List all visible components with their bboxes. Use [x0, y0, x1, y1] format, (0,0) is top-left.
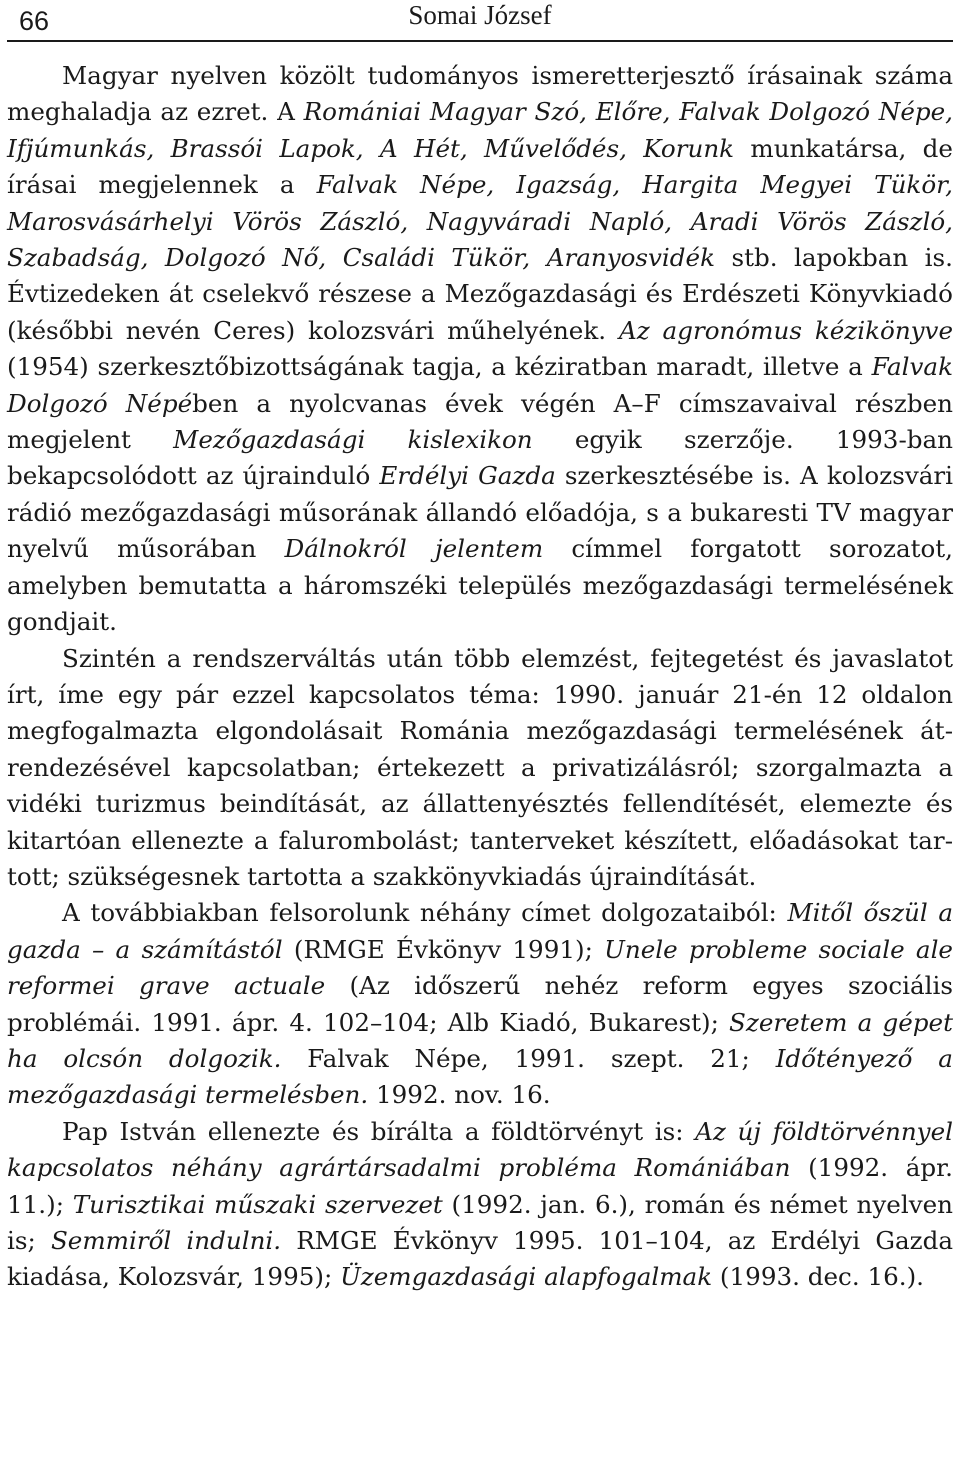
- italic-run: Az új földtörvénnyel kapcsolatos néhány agrártársadalmi probléma Romániában: [7, 1116, 953, 1183]
- italic-run: Üzemgazdasági alapfogalmak: [340, 1262, 713, 1292]
- paragraph: [7, 58, 953, 641]
- paragraph: [7, 1114, 953, 1296]
- text-run: A továbbiakban felsorolunk néhány címet dolgozataiból:: [62, 898, 788, 928]
- italic-run: Az agronómus kézikönyve: [618, 315, 954, 345]
- text-run: stb. lapokban is. Évtizedeken át cselekvő részese a Mezőgazdasági és Erdészeti Könyvkiadó (későbbi nevén Ceres) kolozsvári műhelyének.: [7, 243, 953, 345]
- italic-run: Falvak Dolgozó Népé: [7, 352, 953, 418]
- text-run: Pap István ellenezte és bírálta a földtörvényt is:: [62, 1116, 696, 1146]
- italic-run: Turisztikai műszaki szervezet: [72, 1189, 443, 1219]
- page-number: 66: [19, 6, 50, 36]
- text-run: (1992. jan. 6.), román és német nyelven is;: [7, 1189, 953, 1255]
- running-head: Somai József: [408, 0, 552, 30]
- paragraph: [7, 895, 953, 1113]
- italic-run: Dálnokról jelentem: [284, 534, 544, 564]
- italic-run: Szeretem a gépet ha olcsón dolgozik.: [7, 1007, 953, 1073]
- text-run: szerkesztésébe is. A kolozsvári rádió mezőgazdasági műsorának állandó előadója, s a bukaresti TV magyar nyelvű műsorában: [7, 461, 953, 564]
- text-run: RMGE Évkönyv 1995. 101–104, az Erdélyi Gazda kiadása, Kolozsvár, 1995);: [7, 1226, 953, 1292]
- italic-run: Mezőgazdasági kislexikon: [173, 425, 533, 455]
- text-run: Magyar nyelven közölt tudományos ismeretterjesztő írásainak száma meghaladja az ezret. A: [7, 61, 953, 127]
- text-run: ben a nyolcvanas évek végén A–F címszavaival részben megjelent: [7, 388, 953, 455]
- italic-run: Mitől őszül a gazda – a számítástól: [7, 898, 954, 964]
- italic-run: Romániai Magyar Szó, Előre, Falvak Dolgozó Népe, Ifjúmunkás, Brassói Lapok, A Hét, Művelődés, Korunk: [7, 97, 953, 163]
- italic-run: Időtényező a mezőgazdasági termelésben.: [7, 1043, 953, 1110]
- text-run: Szintén a rendszerváltás után több elemzést, fejtegetést és javaslatot írt, íme egy pár ezzel kapcsolatos téma: 1990. január 21-én 12 oldalon megfogalmazta elgondolásait Románia mezőgazdasági termelésének átrendezésével kapcsolatban; értekezett a privatizálásról; szorgalmazta a vidéki turizmus beindítását, az állattenyésztés fellendítését, elemezte és kitartóan ellenezte a falurombolást; tanterveket készített, előadásokat tartott; szükségesnek tartotta a szakkönyvkiadás újraindítását.: [7, 643, 953, 891]
- italic-run: Semmiről indulni.: [50, 1226, 282, 1255]
- text-run: (Az időszerű nehéz reform egyes szociális problémái. 1991. ápr. 4. 102–104; Alb Kiadó, Bukarest);: [7, 971, 953, 1037]
- body-text: [7, 58, 953, 1296]
- text-run: munkatársa, de írásai megjelennek a: [7, 133, 953, 200]
- italic-run: Falvak Népe, Igazság, Hargita Megyei Tükör, Marosvásárhelyi Vörös Zászló, Nagyváradi Napló, Aradi Vörös Zászló, Szabadság, Dolgozó Nő, Családi Tükör, Aranyosvidék: [7, 170, 953, 273]
- text-run: (RMGE Évkönyv 1991);: [282, 934, 605, 964]
- text-run: (1993. dec. 16.).: [712, 1262, 924, 1292]
- text-run: egyik szerzője. 1993-ban bekapcsolódott az újrainduló: [7, 425, 953, 491]
- text-run: (1954) szerkesztőbizottságának tagja, a kéziratban maradt, illetve a: [7, 352, 872, 382]
- text-run: címmel forgatott sorozatot, amelyben bemutatta a háromszéki település mezőgazdasági termelésének gondjait.: [7, 534, 953, 637]
- text-run: Falvak Népe, 1991. szept. 21;: [281, 1043, 776, 1073]
- page-header: [7, 0, 953, 42]
- italic-run: Unele probleme sociale ale reformei grave actuale: [7, 934, 953, 1001]
- paragraph: [7, 641, 953, 896]
- text-run: (1992. ápr. 11.);: [7, 1153, 953, 1219]
- text-run: 1992. nov. 16.: [368, 1080, 551, 1110]
- italic-run: Erdélyi Gazda: [379, 461, 556, 491]
